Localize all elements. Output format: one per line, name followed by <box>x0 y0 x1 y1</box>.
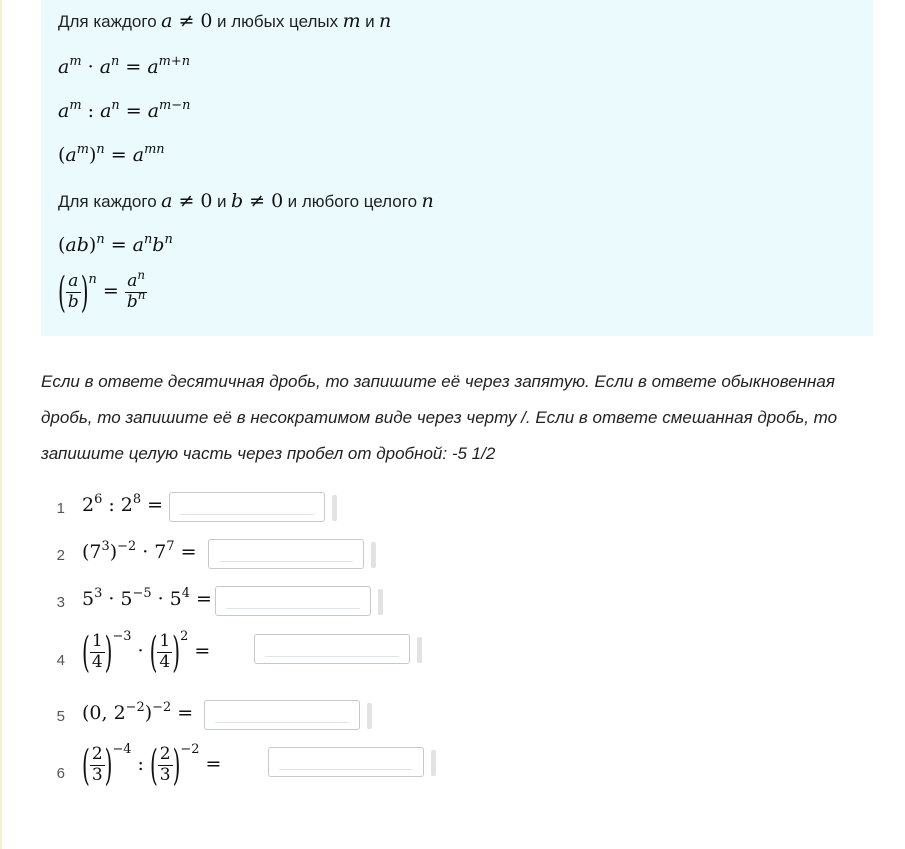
answer-input[interactable] <box>208 539 364 569</box>
task-row <box>41 626 861 688</box>
answer-status-marker <box>417 637 422 663</box>
answer-input[interactable] <box>254 634 410 664</box>
rule-fraction-power: ( $\frac{a}{b}$ )$^n$ = $\frac{a^n}{b^n}$ <box>58 266 146 318</box>
answer-input[interactable] <box>169 492 325 522</box>
rule-quotient: $a^m$ : $a^n = a^{m-n}$ <box>58 98 191 122</box>
answer-format-instruction: Если в ответе десятичная дробь, то запишите её через запятую. Если в ответе обыкновенная дробь, то запишите её в несократимом виде через черту /. Если в ответе смешанная дробь, то запишите целую часть через пробел от дробной: -5 1/2 <box>41 372 838 463</box>
task-expression: ( $\frac{1}{4}$ )$^{-3}$ · ( $\frac{1}{4}$ )$^2$ = <box>82 626 211 678</box>
task-number: 5 <box>56 708 65 725</box>
left-margin-rule <box>0 0 2 849</box>
answer-input[interactable] <box>215 586 371 616</box>
answer-status-marker <box>378 589 383 615</box>
answer-status-marker <box>371 542 376 568</box>
task-number: 1 <box>56 500 65 517</box>
task-expression: $2^6$ : $2^8$ = <box>82 492 164 516</box>
answer-status-marker <box>367 703 372 729</box>
task-row <box>41 584 861 624</box>
task-expression: (0, $2^{-2})^{-2}$ = <box>82 700 194 724</box>
task-number: 3 <box>56 594 65 611</box>
task-row <box>41 739 861 801</box>
task-row <box>41 537 861 577</box>
answer-status-marker <box>332 495 337 521</box>
task-row <box>41 698 861 738</box>
power-rules-box <box>41 0 873 336</box>
answer-input[interactable] <box>268 747 424 777</box>
answer-input[interactable] <box>204 700 360 730</box>
answer-status-marker <box>431 750 436 776</box>
rule-power-of-power: $(a^m)^n = a^{mn}$ <box>58 142 165 166</box>
task-number: 6 <box>56 765 65 782</box>
rule-intro-1: Для каждого a ≠ 0 и любых целых m и n <box>58 10 392 32</box>
task-number: 2 <box>56 547 65 564</box>
rule-product: $a^m \cdot a^n = a^{m+n}$ <box>58 54 191 78</box>
rule-intro-2: Для каждого a ≠ 0 и b ≠ 0 и любого целого n <box>58 190 434 212</box>
task-number: 4 <box>56 652 65 669</box>
rule-product-power: $(ab)^n = a^nb^n$ <box>58 232 173 256</box>
task-row <box>41 490 861 530</box>
task-expression: ( $\frac{2}{3}$ )$^{-4}$ : ( $\frac{2}{3}$ )$^{-2}$ = <box>82 739 222 791</box>
task-expression: $(7^3)^{-2} \cdot 7^7$ = <box>82 539 197 563</box>
task-expression: $5^3 \cdot 5^{-5} \cdot 5^4$ = <box>82 586 212 610</box>
